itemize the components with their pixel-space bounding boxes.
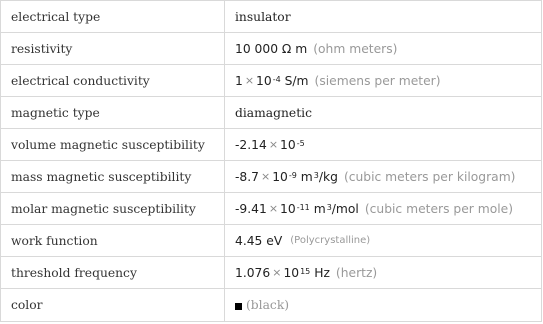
unit: Hz (314, 265, 330, 280)
unit: m (313, 201, 326, 216)
property-value (225, 65, 541, 97)
times-sign: × (272, 266, 282, 279)
mantissa: 1 (235, 73, 243, 88)
property-value: insulator (225, 1, 541, 33)
property-label: electrical conductivity (1, 65, 225, 97)
property-value (225, 257, 541, 289)
unit-exponent: 3 (326, 203, 332, 212)
exponent-base: 10 (280, 137, 296, 152)
mantissa: -8.7 (235, 169, 259, 184)
exponent: 15 (300, 267, 311, 276)
unit: S/m (284, 73, 309, 88)
property-value (225, 129, 541, 161)
exponent-base: 10 (272, 169, 288, 184)
mantissa: -2.14 (235, 137, 267, 152)
color-name: (black) (246, 298, 290, 312)
unit-exponent: 3 (313, 171, 319, 180)
unit-description: (siemens per meter) (314, 73, 441, 88)
unit-description: (cubic meters per kilogram) (343, 169, 516, 184)
property-label: electrical type (1, 1, 225, 33)
unit: m (300, 169, 313, 184)
color-swatch (235, 303, 242, 310)
exponent: -5 (296, 139, 305, 148)
mantissa: -9.41 (235, 201, 267, 216)
mantissa: 1.076 (235, 265, 271, 280)
property-value (225, 225, 541, 257)
property-label: volume magnetic susceptibility (1, 129, 225, 161)
exponent-base: 10 (256, 73, 272, 88)
unit-tail: /kg (318, 169, 338, 184)
property-label: work function (1, 225, 225, 257)
times-sign: × (261, 170, 271, 183)
property-label: mass magnetic susceptibility (1, 161, 225, 193)
value-text: 4.45 eV (235, 233, 283, 248)
property-label: color (1, 289, 225, 321)
property-value (225, 161, 541, 193)
times-sign: × (268, 202, 279, 215)
property-label: molar magnetic susceptibility (1, 193, 225, 225)
exponent: -11 (296, 203, 310, 212)
exponent: -9 (288, 171, 297, 180)
exponent-base: 10 (280, 201, 296, 216)
property-label: threshold frequency (1, 257, 225, 289)
unit-description: (ohm meters) (313, 41, 398, 56)
unit-description: (hertz) (335, 265, 378, 280)
times-sign: × (268, 138, 279, 151)
times-sign: × (244, 74, 255, 87)
value-text: 10 000 Ω m (235, 41, 308, 56)
property-label: resistivity (1, 33, 225, 65)
value-note: (Polycrystalline) (290, 235, 371, 246)
property-value (225, 33, 541, 65)
property-label: magnetic type (1, 97, 225, 129)
unit-description: (cubic meters per mole) (364, 201, 514, 216)
unit-tail: /mol (331, 201, 359, 216)
property-value (225, 193, 541, 225)
property-value (225, 289, 541, 321)
exponent: -4 (272, 75, 281, 84)
exponent-base: 10 (283, 265, 300, 280)
property-value: diamagnetic (225, 97, 541, 129)
